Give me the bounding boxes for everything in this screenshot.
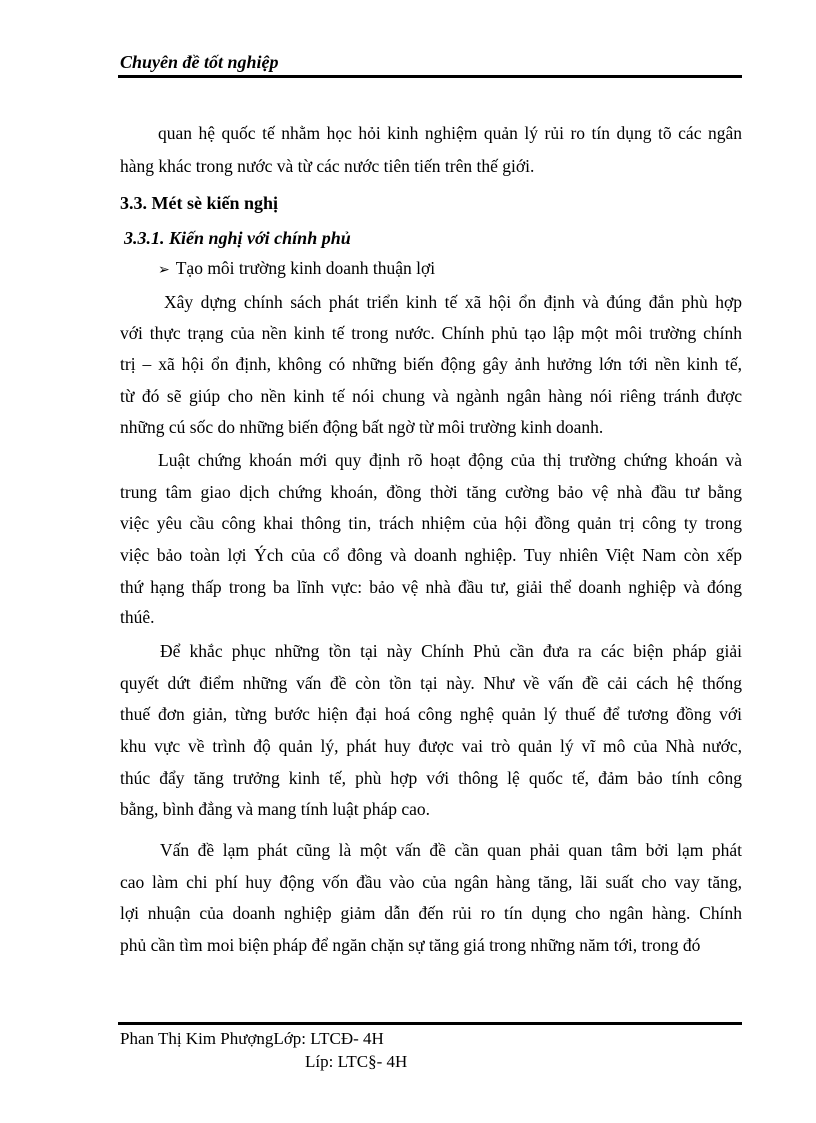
text-line: việc yêu cầu công khai thông tin, trách nhiệm của hội đồng quản trị công ty trong: [120, 513, 742, 533]
text-line: Vấn đề lạm phát cũng là một vấn đề cần quan phải quan tâm bởi lạm phát: [160, 840, 742, 860]
text-line: quan hệ quốc tế nhằm học hỏi kinh nghiệm quản lý rủi ro tín dụng tõ các ngân: [158, 123, 742, 143]
text-line: thúc đẩy tăng trưởng kinh tế, phù hợp với thông lệ quốc tế, đảm bảo tính công: [120, 768, 742, 788]
subsection-heading: 3.3.1. Kiến nghị với chính phủ: [124, 228, 351, 248]
text-line: quyết dứt điểm những vấn đề còn tồn tại này. Như về vấn đề cải cách hệ thống: [120, 673, 742, 693]
arrow-bullet-icon: ➢: [158, 262, 170, 278]
footer-author: Phan Thị Kim PhượngLớp: LTCĐ- 4H: [120, 1029, 384, 1048]
footer-class: Líp: LTC§- 4H: [305, 1052, 408, 1071]
text-line: cao làm chi phí huy động vốn đầu vào của ngân hàng tăng, lãi suất cho vay tăng,: [120, 872, 742, 892]
text-line: trị – xã hội ổn định, không có những biến động gây ảnh hưởng lớn tới nền kinh tế,: [120, 354, 742, 374]
text-line: thúê.: [120, 607, 155, 627]
text-line: phủ cần tìm moi biện pháp để ngăn chặn sự tăng giá trong những năm tới, trong đó: [120, 935, 701, 955]
text-line: thứ hạng thấp trong ba lĩnh vực: bảo vệ nhà đầu tư, giải thể doanh nghiệp và đóng: [120, 577, 742, 597]
text-line: hàng khác trong nước và từ các nước tiên tiến trên thế giới.: [120, 156, 535, 176]
bullet-item: [158, 257, 780, 281]
text-line: việc bảo toàn lợi Ých của cổ đông và doanh nghiệp. Tuy nhiên Việt Nam còn xếp: [120, 545, 742, 565]
bullet-text: Tạo môi trường kinh doanh thuận lợi: [175, 258, 436, 278]
running-header: Chuyên đề tốt nghiệp: [120, 52, 279, 72]
text-line: bằng, bình đẳng và mang tính luật pháp cao.: [120, 799, 431, 819]
text-line: Xây dựng chính sách phát triển kinh tế xã hội ổn định và đúng đắn phù hợp: [164, 292, 742, 312]
text-line: từ đó sẽ giúp cho nền kinh tế nói chung và ngành ngân hàng nói riêng tránh được: [120, 386, 742, 406]
text-line: với thực trạng của nền kinh tế trong nước. Chính phủ tạo lập một môi trường chính: [120, 323, 742, 343]
text-line: trung tâm giao dịch chứng khoán, đồng thời tăng cường bảo vệ nhà đầu tư bằng: [120, 482, 742, 502]
text-line: những cú sốc do những biến động bất ngờ từ môi trường kinh doanh.: [120, 417, 604, 437]
text-line: thuế đơn giản, từng bước hiện đại hoá công nghệ quản lý thuế để tương đồng với: [120, 704, 742, 724]
text-line: Luật chứng khoán mới quy định rõ hoạt động của thị trường chứng khoán và: [158, 450, 742, 470]
header-rule: [118, 75, 742, 78]
text-line: khu vực về trình độ quản lý, phát huy được vai trò quản lý vĩ mô của Nhà nước,: [120, 736, 742, 756]
footer-rule: [118, 1022, 742, 1025]
section-heading: 3.3. Mét sè kiến nghị: [120, 193, 279, 213]
text-line: lợi nhuận của doanh nghiệp giảm dẫn đến rủi ro tín dụng cho ngân hàng. Chính: [120, 903, 742, 923]
text-line: Để khắc phục những tồn tại này Chính Phủ cần đưa ra các biện pháp giải: [160, 641, 742, 661]
